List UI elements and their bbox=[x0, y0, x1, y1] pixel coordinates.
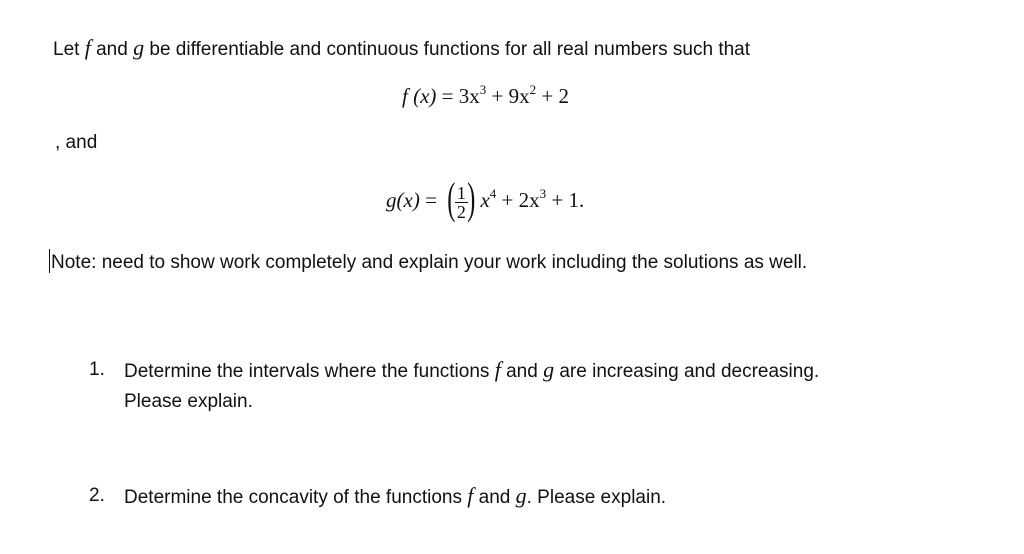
fraction-numerator: 1 bbox=[456, 182, 466, 203]
question-1-number: 1. bbox=[89, 359, 105, 380]
var-g: g bbox=[543, 357, 555, 382]
equation-g: g(x) = ( $\frac{1}{2}$ ) $x^4 + 2x^3 + 1$. bbox=[386, 174, 585, 223]
eq-g-term3: 1. bbox=[568, 187, 585, 212]
question-1-line1: Determine the intervals where the functions f and g are increasing and decreasing. bbox=[124, 357, 820, 382]
fraction-one-half bbox=[455, 184, 468, 221]
eq-f-lhs: f (x) bbox=[402, 84, 437, 108]
var-g: g bbox=[133, 35, 145, 60]
note-line bbox=[49, 249, 807, 275]
eq-g-term1: $x^4$ bbox=[480, 185, 497, 212]
eq-g-term2: $2x^3$ bbox=[518, 185, 547, 212]
fraction-denominator: 2 bbox=[456, 201, 466, 222]
eq-g-equals: = bbox=[419, 187, 443, 212]
eq-f-term3: 2 bbox=[558, 84, 569, 108]
open-paren: ( bbox=[447, 174, 456, 223]
close-paren: ) bbox=[467, 174, 476, 223]
and-line: , and bbox=[55, 132, 98, 153]
intro-and: and bbox=[90, 39, 134, 60]
text-cursor bbox=[49, 249, 50, 273]
var-g: g bbox=[515, 483, 527, 508]
eq-f-equals: = bbox=[436, 84, 459, 108]
intro-sentence bbox=[53, 36, 750, 62]
equation-f: f $(x) = 3x^3 + 9x^2 + 2$ bbox=[402, 82, 569, 108]
eq-g-lhs: g(x) bbox=[386, 187, 420, 212]
intro-suffix: be differentiable and continuous functions for all real numbers such that bbox=[144, 39, 751, 60]
question-2-number: 2. bbox=[89, 485, 105, 506]
eq-f-term1: $3x^3$ bbox=[458, 82, 487, 108]
var-f: f bbox=[84, 35, 91, 60]
note-text: Note: need to show work completely and explain your work including the solutions as well. bbox=[51, 252, 808, 273]
eq-f-term2: $9x^2$ bbox=[508, 82, 537, 108]
question-1-line2: Please explain. bbox=[124, 391, 253, 412]
eq-g-fraction-group bbox=[444, 174, 478, 224]
var-f: f bbox=[494, 357, 501, 382]
question-2-line1: Determine the concavity of the functions f and g. Please explain. bbox=[124, 483, 667, 508]
intro-prefix: Let bbox=[53, 39, 85, 60]
var-f: f bbox=[467, 483, 474, 508]
